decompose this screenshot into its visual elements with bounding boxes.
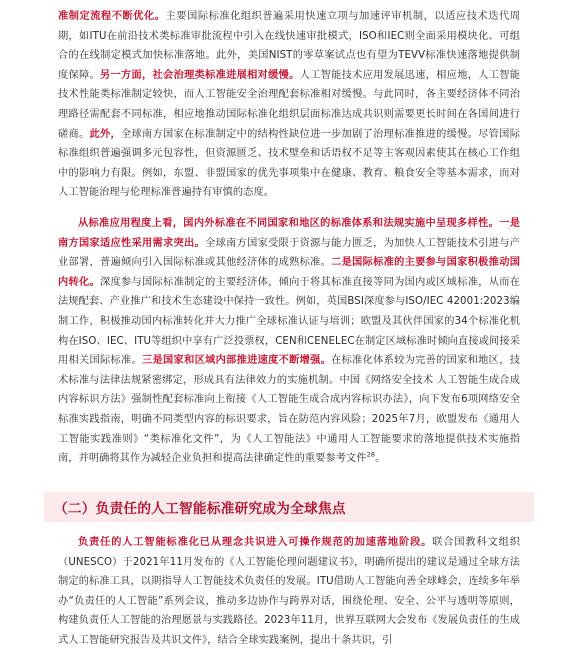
- paragraph-standards-process: [58, 7, 520, 203]
- body-text: 主要国际标准化组织普遍采用快速立项与加速评审机制，以适应技术迭代周期，如ITU在前沿技术类标准审批流程中引入在线快速审批模式，ISO和IEC则全面采用模块化、可组合的在线制定模式加快标准落地。此外，美国NIST的零草案试点也有望为TEVV标准快速落地提供制度保障。: [58, 11, 521, 81]
- highlight-text: 另一方面，社会治理类标准进展相对缓慢。: [100, 69, 300, 81]
- body-text: 全球南方国家在标准制定中的结构性缺位进一步加剧了治理标准推进的缓慢。尽管国际标准组织普遍强调多元包容性，但资源匮乏、技术壁垒和话语权不足等主客观因素使其在核心工作组中的影响力有限。例如，东盟、非盟国家的优先事项集中在健康、教育、粮食安全等基本需求，而对人工智能治理与伦理标准普遍持有审慎的态度。: [58, 128, 520, 199]
- paragraph-standards-application: [58, 214, 520, 469]
- body-text: 人工智能技术应用发展迅速，相应地，人工智能技术性能类标准制定较快，而人工智能安全治理配套标准相对缓慢。与此同时，各主要经济体不同治理路径需配套不同标准，相应地推动国际标准化组织层面标准达成共识则需要更长时间在各国间进行磋商。: [58, 69, 520, 140]
- highlight-text: 准制定流程不断优化。: [58, 11, 166, 22]
- section-title: （二）负责任的人工智能标准研究成为全球焦点: [54, 501, 346, 517]
- highlight-text: 负责任的人工智能标准化已从理念共识进入可操作规范的加速落地阶段。: [78, 537, 433, 548]
- highlight-text: 二是国际标准的主要参与国家积极推动国内转化。: [58, 257, 520, 288]
- paragraph-responsible-ai: [58, 533, 520, 651]
- body-text: 联合国教科文组织（UNESCO）于2021年11月发布的《人工智能伦理问题建议书》，明确所提出的建议是通过全球方法制定的标准工具，以期指导人工智能技术负责任的发展。ITU借助人工智能向善全球峰会，连续多年举办“负责任的人工智能”系列会议，推动多边协作与跨界对话，围绕伦理、安全、公平与透明等原则，构建负责任人工智能的治理愿景与实践路径。2023年11月，世界互联网大会发布《发展负责任的生成式人工智能研究报告及共识文件》，结合全球实践案例，提出十条共识，引: [58, 537, 520, 646]
- highlight-text: 三是国家和区域内部推进速度不断增强。: [142, 355, 332, 367]
- highlight-text: 此外，: [89, 128, 122, 140]
- section-heading-bar: [44, 492, 534, 522]
- body-text: 。: [375, 453, 386, 465]
- body-text: 深度参与国际标准制定的主要经济体，倾向于将其标准直接等同为国内或区域标准，从而在法规配套、产业推广和技术生态建设中保持一致性。例如，英国BSI深度参与ISO/IEC 42001:2023编制工作，积极推动国内标准转化并大力推广全球标准认证与培训；欧盟及其伙伴国家的34个标准化机构在ISO、IEC、ITU等组织中享有广泛投票权，CEN和CENELEC在制定区域标准时倾向直接或间接采用相关国际标准。: [58, 276, 521, 367]
- highlight-text: 从标准应用程度上看，国内外标准在不同国家和地区的标准体系和法规实施中呈现多样性。一是南方国家适应性采用需求突出。: [58, 218, 520, 249]
- body-text: 全球南方国家受限于资源与能力匮乏，为加快人工智能技术引进与产业部署，普遍倾向引入国际标准或其他经济体的成熟标准。: [58, 237, 521, 269]
- footnote-reference[interactable]: 28: [366, 450, 376, 459]
- body-text: 在标准化体系较为完善的国家和地区，技术标准与法律法规紧密绑定，形成具有法律效力的实施机制。中国《网络安全技术 人工智能生成合成内容标识方法》强制性配套标准向上衔接《人工智能生成合成内容标识办法》，向下发布6项网络安全标准实践指南，明确不同类型内容的标识要求，旨在防范内容风险；2025年7月，欧盟发布《通用人工智能实践准则》“类标准化文件”，为《人工智能法》中通用人工智能要求的落地提供技术实施指南，并明确将其作为减轻企业负担和提高法律确定性的重要参考文件: [58, 355, 520, 465]
